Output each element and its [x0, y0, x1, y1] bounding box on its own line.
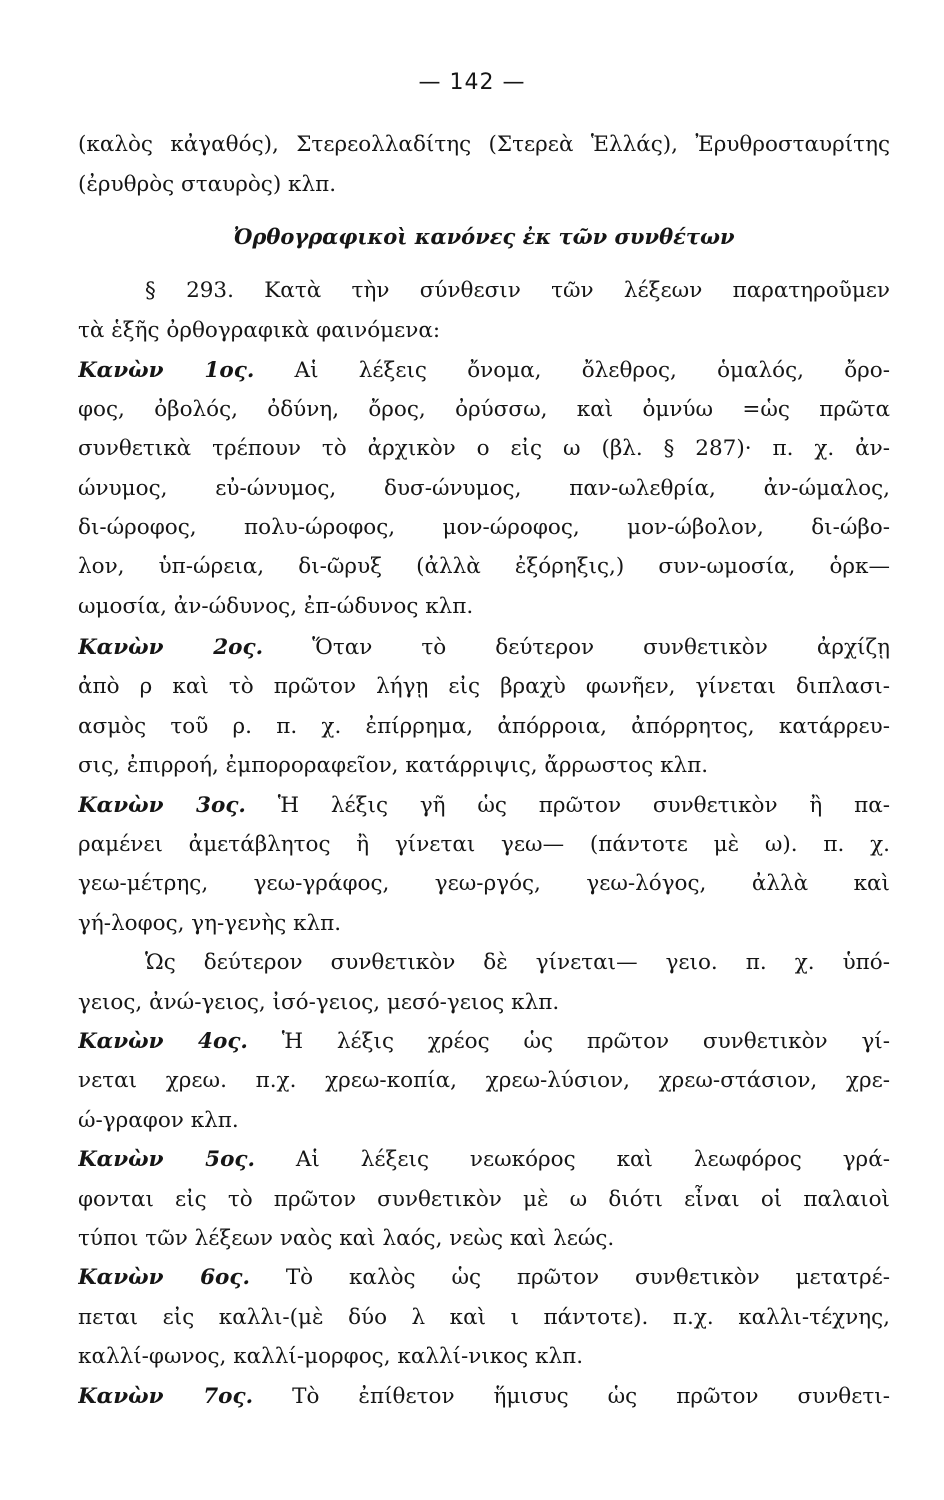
- text-line: φονται εἰς τὸ πρῶτον συνθετικὸν μὲ ω διότι εἶναι οἱ παλαιοὶ: [78, 1187, 890, 1212]
- page-number: — 142 —: [418, 70, 526, 95]
- text-line: γειος, ἀνώ-γειος, ἰσό-γειος, μεσό-γειος κλπ.: [78, 990, 560, 1015]
- text-line: (ἐρυθρὸς σταυρὸς) κλπ.: [78, 172, 337, 197]
- text-line: τύποι τῶν λέξεων ναὸς καὶ λαός, νεὼς καὶ λεώς.: [78, 1226, 615, 1251]
- rule-title: Κανὼν 6ος.: [78, 1265, 250, 1290]
- text-line: (καλὸς κἀγαθός), Στερεολλαδίτης (Στερεὰ Ἑλλάς), Ἐρυθροσταυρίτης: [78, 132, 890, 157]
- text-line: γεω-μέτρης, γεω-γράφος, γεω-ργός, γεω-λόγος, ἀλλὰ καὶ: [78, 871, 890, 896]
- rule-title: Κανὼν 1ος.: [78, 358, 255, 383]
- rule-title: Κανὼν 3ος.: [78, 793, 246, 818]
- text-line: Ὡς δεύτερον συνθετικὸν δὲ γίνεται— γειο. π. χ. ὑπό-: [145, 950, 890, 975]
- rule-title: Κανὼν 5ος.: [78, 1147, 255, 1172]
- text-line: νεται χρεω. π.χ. χρεω-κοπία, χρεω-λύσιον, χρεω-στάσιον, χρε-: [78, 1068, 890, 1093]
- rule-line: Κανὼν 3ος. Ἡ λέξις γῆ ὡς πρῶτον συνθετικὸν ἢ πα-: [78, 793, 890, 818]
- text-line: φος, ὀβολός, ὀδύνη, ὄρος, ὀρύσσω, καὶ ὀμνύω =ὡς πρῶτα: [78, 397, 890, 422]
- text-line: πεται εἰς καλλι-(μὲ δύο λ καὶ ι πάντοτε). π.χ. καλλι-τέχνης,: [78, 1305, 890, 1330]
- text-line: συνθετικὰ τρέπουν τὸ ἀρχικὸν ο εἰς ω (βλ. § 287)· π. χ. ἀν-: [78, 436, 890, 461]
- text-line: ἀπὸ ρ καὶ τὸ πρῶτον λήγῃ εἰς βραχὺ φωνῆεν, γίνεται διπλασι-: [78, 674, 890, 699]
- text-line: ασμὸς τοῦ ρ. π. χ. ἐπίρρημα, ἀπόρροια, ἀπόρρητος, κατάρρευ-: [78, 714, 890, 739]
- rule-line: Κανὼν 5ος. Αἱ λέξεις νεωκόρος καὶ λεωφόρος γρά-: [78, 1147, 890, 1172]
- rule-line: Κανὼν 6ος. Τὸ καλὸς ὡς πρῶτον συνθετικὸν μετατρέ-: [78, 1265, 890, 1290]
- text-line: γή-λοφος, γη-γενὴς κλπ.: [78, 911, 342, 936]
- text-line: ωμοσία, ἀν-ώδυνος, ἐπ-ώδυνος κλπ.: [78, 594, 474, 619]
- rule-line: Κανὼν 1ος. Αἱ λέξεις ὄνομα, ὄλεθρος, ὁμαλός, ὄρο-: [78, 358, 890, 383]
- text-line: τὰ ἑξῆς ὀρθογραφικὰ φαινόμενα:: [78, 318, 441, 343]
- text-line: λον, ὑπ-ώρεια, δι-ῶρυξ (ἀλλὰ ἐξόρηξις,) συν-ωμοσία, ὁρκ—: [78, 554, 890, 579]
- text-line: σις, ἐπιρροή, ἐμποροραφεῖον, κατάρριψις, ἄρρωστος κλπ.: [78, 753, 709, 778]
- rule-line: Κανὼν 2ος. Ὅταν τὸ δεύτερον συνθετικὸν ἀρχίζῃ: [78, 635, 890, 660]
- text-line: ώ-γραφον κλπ.: [78, 1108, 239, 1133]
- text-line: § 293. Κατὰ τὴν σύνθεσιν τῶν λέξεων παρατηροῦμεν: [145, 278, 890, 303]
- text-line: ώνυμος, εὐ-ώνυμος, δυσ-ώνυμος, παν-ωλεθρία, ἀν-ώμαλος,: [78, 476, 890, 501]
- text-line: καλλί-φωνος, καλλί-μορφος, καλλί-νικος κλπ.: [78, 1344, 584, 1369]
- rule-line: Κανὼν 4ος. Ἡ λέξις χρέος ὡς πρῶτον συνθετικὸν γί-: [78, 1029, 890, 1054]
- rule-title: Κανὼν 7ος.: [78, 1384, 254, 1409]
- text-line: δι-ώροφος, πολυ-ώροφος, μον-ώροφος, μον-ώβολον, δι-ώβο-: [78, 515, 890, 540]
- text-line: ραμένει ἀμετάβλητος ἢ γίνεται γεω— (πάντοτε μὲ ω). π. χ.: [78, 832, 890, 857]
- rule-title: Κανὼν 4ος.: [78, 1029, 248, 1054]
- rule-title: Κανὼν 2ος.: [78, 635, 264, 660]
- rule-line: Κανὼν 7ος. Τὸ ἐπίθετον ἥμισυς ὡς πρῶτον συνθετι-: [78, 1384, 890, 1409]
- section-heading: Ὀρθογραφικοὶ κανόνες ἐκ τῶν συνθέτων: [233, 224, 735, 249]
